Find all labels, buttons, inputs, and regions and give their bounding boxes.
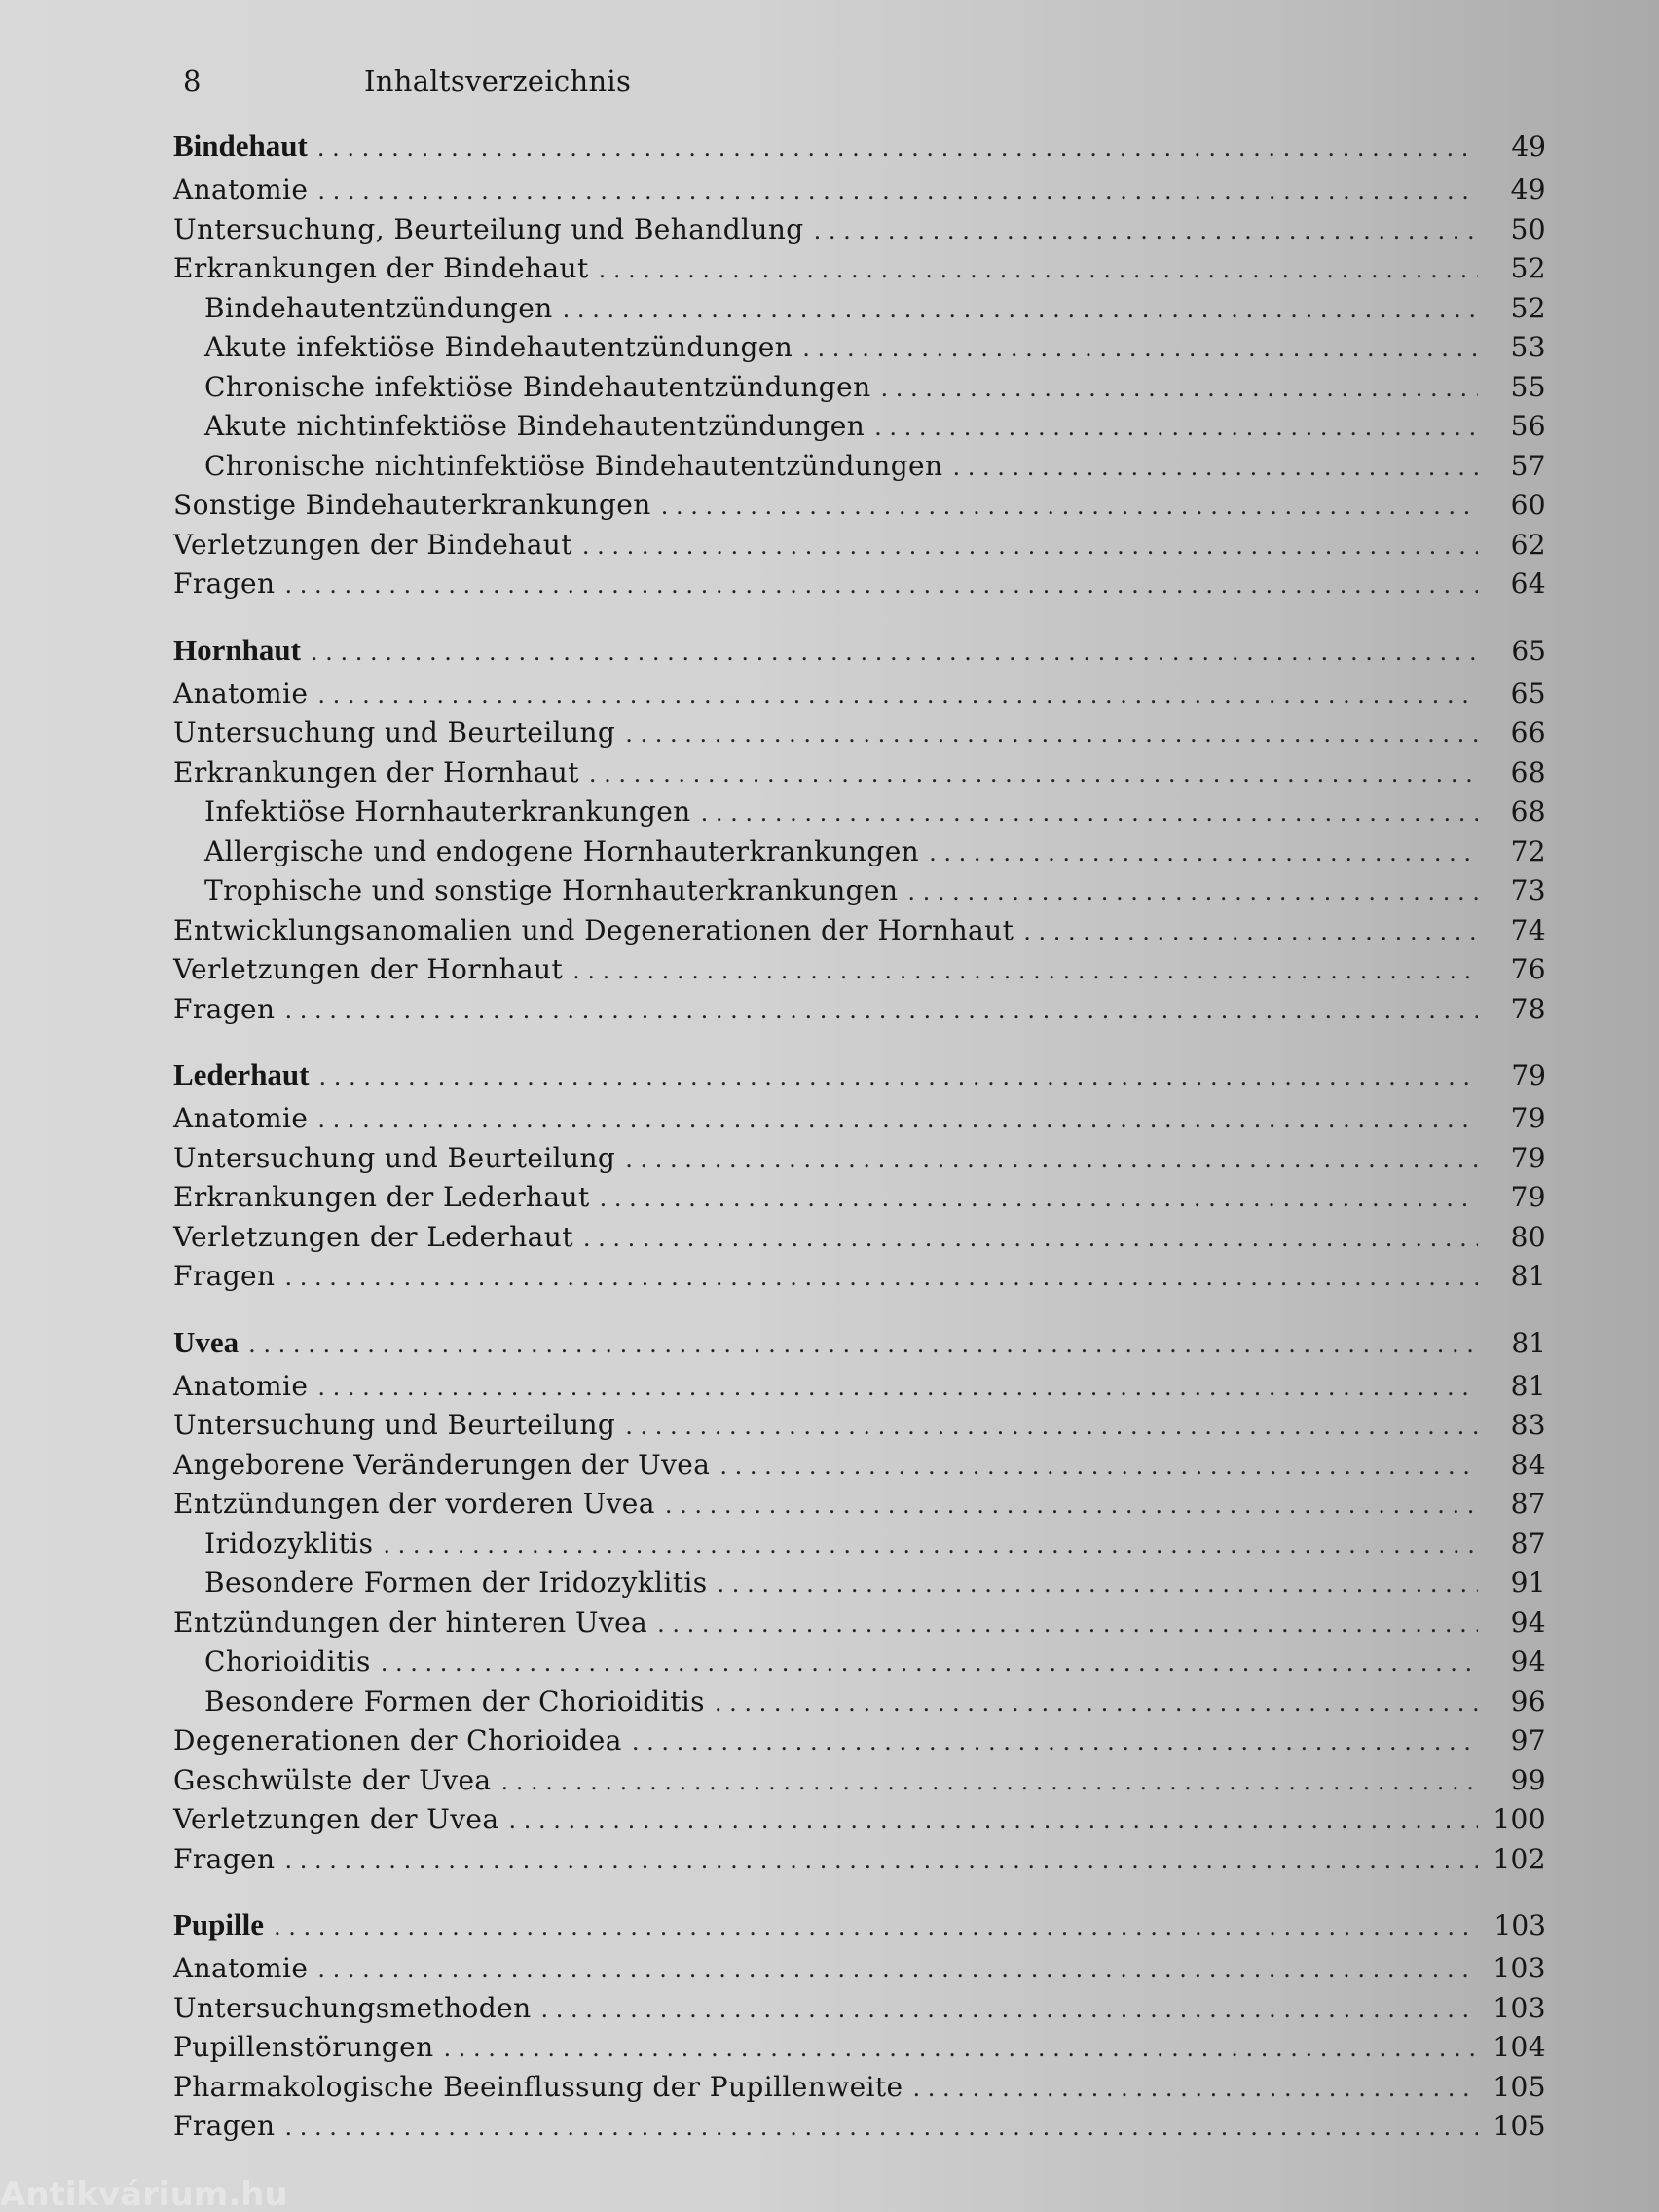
dot-leader xyxy=(715,1683,1478,1723)
chapter-page-number: 79 xyxy=(1511,1059,1546,1091)
entry-page-number: 57 xyxy=(1510,449,1546,482)
entry-title: Besondere Formen der Chorioiditis xyxy=(204,1684,705,1717)
toc-entry xyxy=(173,249,1546,289)
dot-leader xyxy=(600,1179,1478,1219)
entry-title: Untersuchung und Beurteilung xyxy=(173,717,616,749)
entry-page-number: 105 xyxy=(1493,2110,1546,2142)
toc-entry xyxy=(173,1406,1546,1446)
entry-title: Chronische infektiöse Bindehautentzündungen xyxy=(204,370,871,403)
toc-subentry xyxy=(173,793,1546,832)
entry-title: Entwicklungsanomalien und Degenerationen der Hornhaut xyxy=(173,913,1014,946)
dot-leader xyxy=(572,951,1478,991)
entry-title: Untersuchungsmethoden xyxy=(173,1991,532,2024)
entry-title: Besondere Formen der Iridozyklitis xyxy=(204,1567,708,1599)
page-title: Inhaltsverzeichnis xyxy=(364,64,632,97)
toc-subentry xyxy=(173,1642,1546,1682)
dot-leader xyxy=(501,1762,1478,1802)
dot-leader xyxy=(913,2069,1478,2109)
toc-section xyxy=(173,626,1546,1030)
dot-leader xyxy=(874,408,1478,448)
entry-title: Iridozyklitis xyxy=(204,1527,374,1560)
entry-title: Akute nichtinfektiöse Bindehautentzündungen xyxy=(204,410,866,442)
dot-leader xyxy=(317,1950,1478,1990)
entry-page-number: 79 xyxy=(1510,1102,1546,1134)
entry-title: Verletzungen der Hornhaut xyxy=(173,953,564,985)
entry-title: Chorioiditis xyxy=(204,1645,371,1677)
entry-title: Untersuchung und Beurteilung xyxy=(173,1409,616,1441)
toc-entry xyxy=(173,1446,1546,1486)
entry-page-number: 79 xyxy=(1510,1181,1546,1213)
dot-leader xyxy=(248,1320,1478,1369)
entry-title: Untersuchung und Beurteilung xyxy=(173,1141,616,1174)
dot-leader xyxy=(718,1565,1478,1604)
toc-entry xyxy=(173,1800,1546,1840)
entry-title: Anatomie xyxy=(173,677,309,710)
toc-entry xyxy=(173,1840,1546,1880)
chapter-title: Bindehaut xyxy=(173,129,308,163)
dot-leader xyxy=(814,211,1478,251)
entry-title: Pupillenstörungen xyxy=(173,2031,434,2063)
dot-leader xyxy=(509,1801,1479,1841)
toc-entry xyxy=(173,1099,1546,1139)
entry-page-number: 94 xyxy=(1510,1605,1546,1639)
entry-title: Fragen xyxy=(173,992,276,1025)
dot-leader xyxy=(383,1526,1478,1566)
entry-title: Allergische und endogene Hornhauterkrankungen xyxy=(204,834,920,867)
dot-leader xyxy=(802,329,1478,369)
dot-leader xyxy=(657,1604,1478,1644)
dot-leader xyxy=(625,1407,1478,1447)
entry-title: Anatomie xyxy=(173,1952,309,1984)
chapter-page-number: 65 xyxy=(1511,634,1546,667)
dot-leader xyxy=(1023,912,1478,952)
toc-subentry xyxy=(173,368,1546,408)
entry-title: Anatomie xyxy=(173,1369,309,1402)
toc-entry xyxy=(173,950,1546,990)
toc-entry xyxy=(173,990,1546,1030)
toc-section xyxy=(173,1051,1546,1297)
dot-leader xyxy=(661,487,1478,527)
dot-leader xyxy=(541,1990,1478,2030)
entry-title: Degenerationen der Chorioidea xyxy=(173,1724,622,1756)
toc-entry xyxy=(173,1178,1546,1218)
entry-title: Sonstige Bindehauterkrankungen xyxy=(173,489,651,521)
toc-entry xyxy=(173,1218,1546,1258)
dot-leader xyxy=(625,1140,1478,1180)
entry-page-number: 104 xyxy=(1493,2031,1546,2063)
watermark: Antikvárium.hu xyxy=(0,2177,288,2212)
entry-title: Akute infektiöse Bindehautentzündungen xyxy=(204,331,793,363)
toc-chapter-entry xyxy=(173,1900,1546,1949)
entry-page-number: 105 xyxy=(1493,2070,1546,2103)
entry-title: Pharmakologische Beeinflussung der Pupillenweite xyxy=(173,2070,903,2103)
entry-page-number: 96 xyxy=(1510,1684,1546,1717)
entry-page-number: 68 xyxy=(1510,795,1546,828)
entry-page-number: 60 xyxy=(1510,489,1546,521)
dot-leader xyxy=(284,2108,1478,2148)
toc-entry xyxy=(173,2107,1546,2147)
entry-page-number: 76 xyxy=(1510,953,1546,985)
entry-title: Anatomie xyxy=(173,173,309,205)
dot-leader xyxy=(701,793,1478,833)
toc-entry xyxy=(173,486,1546,526)
entry-page-number: 80 xyxy=(1510,1220,1546,1253)
entry-page-number: 72 xyxy=(1510,834,1546,867)
entry-page-number: 100 xyxy=(1493,1803,1546,1835)
entry-title: Fragen xyxy=(173,568,276,600)
entry-page-number: 53 xyxy=(1510,331,1546,363)
toc-subentry xyxy=(173,407,1546,447)
dot-leader xyxy=(907,872,1478,912)
dot-leader xyxy=(381,1643,1478,1683)
dot-leader xyxy=(284,1841,1478,1881)
dot-leader xyxy=(881,369,1479,409)
entry-page-number: 55 xyxy=(1510,370,1546,403)
page-number: 8 xyxy=(183,64,202,97)
toc-entry xyxy=(173,1367,1546,1407)
dot-leader xyxy=(625,715,1478,755)
toc-entry xyxy=(173,714,1546,754)
entry-page-number: 103 xyxy=(1493,1991,1546,2024)
dot-leader xyxy=(589,755,1478,794)
entry-page-number: 91 xyxy=(1510,1567,1546,1599)
entry-page-number: 83 xyxy=(1510,1409,1546,1441)
entry-title: Entzündungen der hinteren Uvea xyxy=(173,1605,648,1639)
dot-leader xyxy=(444,2029,1478,2069)
entry-page-number: 65 xyxy=(1510,677,1546,710)
entry-page-number: 73 xyxy=(1510,874,1546,906)
chapter-title: Uvea xyxy=(173,1324,240,1359)
dot-leader xyxy=(317,124,1478,172)
entry-page-number: 49 xyxy=(1510,173,1546,205)
entry-title: Infektiöse Hornhauterkrankungen xyxy=(204,795,691,828)
entry-page-number: 52 xyxy=(1510,252,1546,284)
toc-chapter-entry xyxy=(173,122,1546,170)
chapter-title: Hornhaut xyxy=(173,632,301,667)
entry-title: Verletzungen der Uvea xyxy=(173,1803,499,1835)
toc-subentry xyxy=(173,1525,1546,1565)
entry-title: Fragen xyxy=(173,2110,276,2142)
entry-title: Erkrankungen der Hornhaut xyxy=(173,756,579,789)
dot-leader xyxy=(317,676,1478,716)
toc-entry xyxy=(173,210,1546,250)
dot-leader xyxy=(599,250,1478,290)
entry-title: Erkrankungen der Bindehaut xyxy=(173,252,589,284)
entry-page-number: 79 xyxy=(1510,1141,1546,1174)
chapter-title: Pupille xyxy=(173,1907,265,1941)
entry-title: Fragen xyxy=(173,1842,276,1875)
entry-title: Anatomie xyxy=(173,1102,309,1134)
dot-leader xyxy=(319,1052,1479,1101)
toc-chapter-entry xyxy=(173,1051,1546,1099)
entry-title: Geschwülste der Uvea xyxy=(173,1763,492,1796)
toc-section xyxy=(173,1318,1546,1880)
toc-subentry xyxy=(173,1682,1546,1722)
toc-entry xyxy=(173,170,1546,210)
entry-page-number: 84 xyxy=(1510,1448,1546,1481)
entry-page-number: 102 xyxy=(1493,1842,1546,1875)
dot-leader xyxy=(632,1722,1478,1762)
toc-entry xyxy=(173,1604,1546,1643)
dot-leader xyxy=(317,1100,1478,1140)
dot-leader xyxy=(582,527,1478,567)
dot-leader xyxy=(317,1368,1478,1408)
entry-title: Erkrankungen der Lederhaut xyxy=(173,1181,590,1213)
toc-subentry xyxy=(173,289,1546,329)
dot-leader xyxy=(719,1447,1478,1487)
toc-entry xyxy=(173,565,1546,605)
toc-entry xyxy=(173,1139,1546,1179)
entry-page-number: 78 xyxy=(1510,992,1546,1025)
toc-entry xyxy=(173,754,1546,793)
entry-page-number: 56 xyxy=(1510,410,1546,442)
running-head xyxy=(183,56,1546,105)
chapter-page-number: 49 xyxy=(1511,130,1546,163)
dot-leader xyxy=(317,171,1478,211)
dot-leader xyxy=(563,290,1478,330)
chapter-title: Lederhaut xyxy=(173,1057,310,1091)
dot-leader xyxy=(311,628,1478,677)
toc-section xyxy=(173,1900,1546,2147)
entry-page-number: 87 xyxy=(1510,1488,1546,1520)
toc-section xyxy=(173,122,1546,605)
entry-title: Fragen xyxy=(173,1260,276,1292)
entry-page-number: 103 xyxy=(1493,1952,1546,1984)
entry-title: Bindehautentzündungen xyxy=(204,291,553,324)
entry-title: Entzündungen der vorderen Uvea xyxy=(173,1488,655,1520)
dot-leader xyxy=(284,566,1478,606)
toc-entry xyxy=(173,1257,1546,1297)
toc-entry xyxy=(173,911,1546,951)
toc-entry xyxy=(173,1989,1546,2029)
toc-subentry xyxy=(173,1564,1546,1604)
toc-chapter-entry xyxy=(173,1318,1546,1367)
chapter-page-number: 103 xyxy=(1493,1909,1546,1941)
toc-subentry xyxy=(173,871,1546,911)
entry-page-number: 68 xyxy=(1510,756,1546,789)
entry-title: Trophische und sonstige Hornhauterkrankungen xyxy=(204,874,899,906)
toc-entry xyxy=(173,675,1546,715)
toc-entry xyxy=(173,1761,1546,1801)
dot-leader xyxy=(583,1219,1478,1259)
entry-page-number: 99 xyxy=(1510,1763,1546,1796)
dot-leader xyxy=(952,448,1478,488)
table-of-contents xyxy=(173,122,1546,2168)
dot-leader xyxy=(284,1258,1478,1298)
entry-page-number: 97 xyxy=(1510,1724,1546,1756)
entry-page-number: 81 xyxy=(1510,1369,1546,1402)
entry-title: Angeborene Veränderungen der Uvea xyxy=(173,1448,711,1481)
toc-entry xyxy=(173,1485,1546,1525)
toc-entry xyxy=(173,1949,1546,1989)
toc-entry xyxy=(173,1721,1546,1761)
entry-page-number: 52 xyxy=(1510,291,1546,324)
entry-page-number: 50 xyxy=(1510,212,1546,245)
dot-leader xyxy=(284,991,1478,1031)
toc-chapter-entry xyxy=(173,626,1546,675)
entry-page-number: 66 xyxy=(1510,717,1546,749)
toc-entry xyxy=(173,2028,1546,2068)
entry-title: Verletzungen der Lederhaut xyxy=(173,1220,573,1253)
dot-leader xyxy=(665,1486,1478,1526)
toc-entry xyxy=(173,526,1546,566)
toc-entry xyxy=(173,2068,1546,2108)
entry-page-number: 81 xyxy=(1510,1260,1546,1292)
entry-title: Chronische nichtinfektiöse Bindehautentzündungen xyxy=(204,449,943,482)
entry-page-number: 94 xyxy=(1510,1645,1546,1677)
toc-subentry xyxy=(173,328,1546,368)
entry-page-number: 64 xyxy=(1510,568,1546,600)
entry-page-number: 87 xyxy=(1510,1527,1546,1560)
dot-leader xyxy=(274,1902,1478,1951)
entry-title: Verletzungen der Bindehaut xyxy=(173,528,572,561)
toc-subentry xyxy=(173,832,1546,872)
entry-page-number: 74 xyxy=(1510,913,1546,946)
dot-leader xyxy=(929,833,1478,873)
entry-title: Untersuchung, Beurteilung und Behandlung xyxy=(173,212,804,245)
entry-page-number: 62 xyxy=(1510,528,1546,561)
toc-subentry xyxy=(173,447,1546,487)
chapter-page-number: 81 xyxy=(1511,1326,1546,1359)
